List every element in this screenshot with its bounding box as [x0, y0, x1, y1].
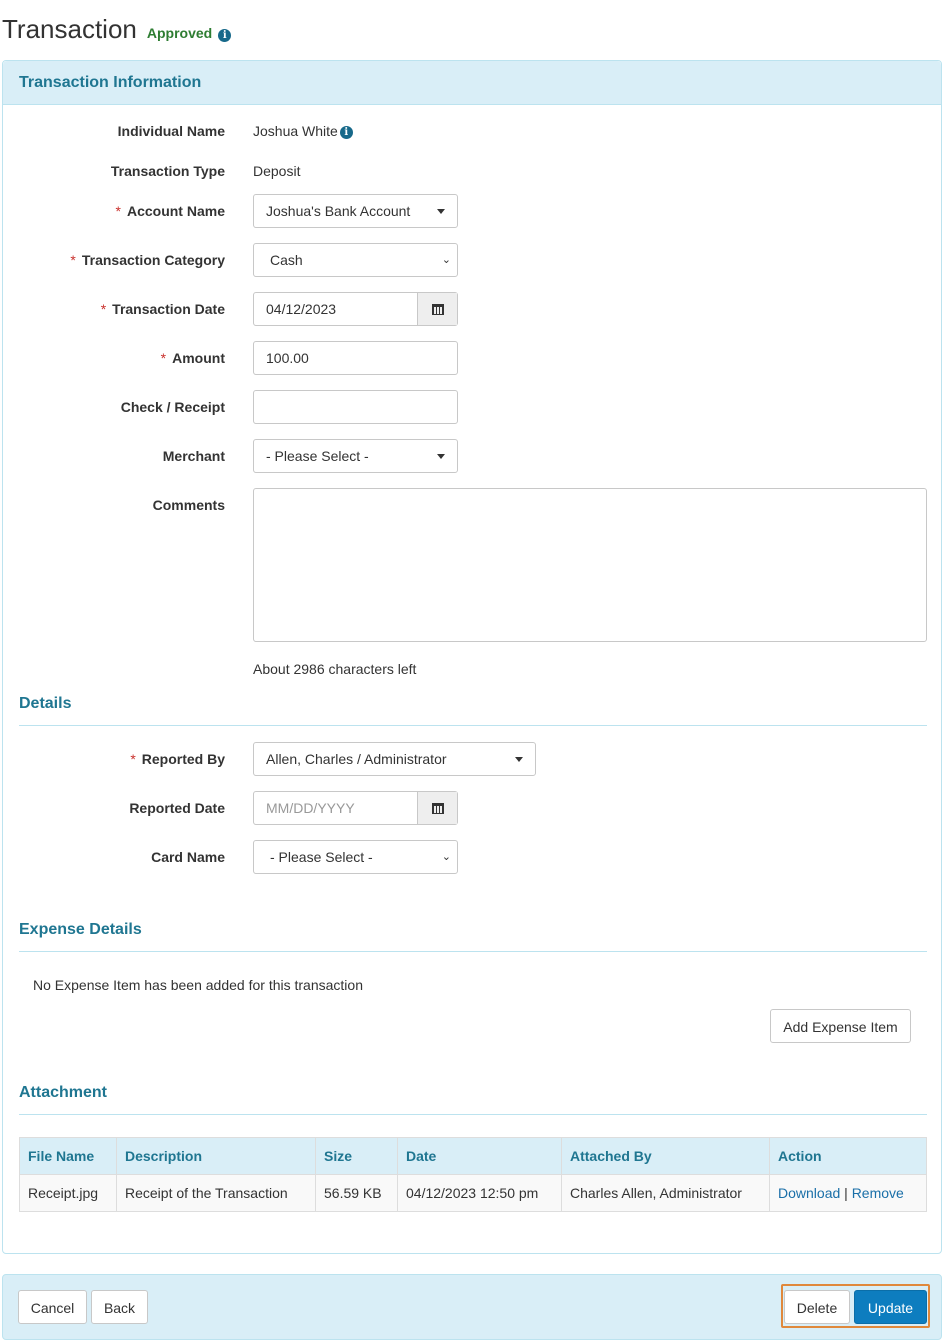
- chevron-down-icon: ⌄: [441, 254, 451, 266]
- transaction-date-label-text: Transaction Date: [112, 301, 225, 317]
- delete-button[interactable]: Delete: [784, 1290, 850, 1324]
- column-header: Action: [770, 1138, 927, 1175]
- reported-by-label-text: Reported By: [141, 751, 225, 767]
- transaction-type-label: Transaction Type: [110, 163, 225, 179]
- reported-date-input[interactable]: [253, 791, 458, 825]
- table-row: [20, 1175, 927, 1212]
- reported-date-label: Reported Date: [129, 800, 225, 816]
- account-name-value: Joshua's Bank Account: [266, 203, 411, 219]
- transaction-date-value: 04/12/2023: [266, 301, 337, 317]
- individual-name-label: Individual Name: [117, 123, 225, 139]
- cell-description: Receipt of the Transaction: [117, 1175, 316, 1212]
- individual-name-value: [253, 123, 353, 139]
- transaction-category-value: Cash: [270, 252, 303, 268]
- merchant-value: - Please Select -: [266, 448, 369, 464]
- amount-label-text: Amount: [172, 350, 225, 366]
- account-name-label: [116, 203, 225, 219]
- individual-name-text: Joshua White: [253, 123, 338, 139]
- merchant-dropdown[interactable]: [253, 439, 458, 473]
- page-title: Transaction: [2, 14, 137, 44]
- remove-link[interactable]: Remove: [851, 1185, 904, 1201]
- back-button[interactable]: Back: [91, 1290, 148, 1324]
- transaction-date-label: [101, 301, 225, 317]
- caret-down-icon: [437, 209, 445, 214]
- required-mark: *: [100, 301, 107, 317]
- expense-section-title: Expense Details: [19, 921, 927, 952]
- calendar-button[interactable]: [417, 293, 457, 325]
- table-header-row: [20, 1138, 927, 1175]
- caret-down-icon: [437, 454, 445, 459]
- cell-file-name: Receipt.jpg: [20, 1175, 117, 1212]
- chars-left-text: About 2986 characters left: [253, 661, 417, 677]
- comments-textarea[interactable]: [253, 488, 927, 642]
- reported-by-label: [130, 751, 225, 767]
- check-receipt-label: Check / Receipt: [120, 399, 225, 415]
- expense-empty-text: No Expense Item has been added for this transaction: [33, 977, 363, 993]
- transaction-category-label: [70, 252, 225, 268]
- account-name-label-text: Account Name: [126, 203, 225, 219]
- column-header[interactable]: Date: [398, 1138, 562, 1175]
- reported-by-value: Allen, Charles / Administrator: [266, 751, 447, 767]
- cell-size: 56.59 KB: [316, 1175, 398, 1212]
- action-separator: |: [844, 1185, 848, 1201]
- attachment-section-title: Attachment: [19, 1084, 927, 1115]
- calendar-icon: [432, 304, 444, 315]
- download-link[interactable]: Download: [778, 1185, 841, 1201]
- cancel-button[interactable]: Cancel: [18, 1290, 87, 1324]
- cell-attached-by: Charles Allen, Administrator: [562, 1175, 770, 1212]
- reported-date-placeholder: MM/DD/YYYY: [266, 800, 355, 816]
- update-button[interactable]: Update: [854, 1290, 927, 1324]
- status-badge: Approved: [146, 25, 213, 41]
- page-header: [2, 14, 231, 48]
- cell-date: 04/12/2023 12:50 pm: [398, 1175, 562, 1212]
- amount-value: 100.00: [266, 350, 309, 366]
- amount-input[interactable]: [253, 341, 458, 375]
- required-mark: *: [115, 203, 121, 219]
- column-header[interactable]: Size: [316, 1138, 398, 1175]
- comments-label: Comments: [152, 497, 225, 513]
- transaction-type-value: Deposit: [253, 163, 301, 179]
- amount-label: [161, 350, 225, 366]
- required-mark: *: [130, 751, 136, 767]
- card-name-label: Card Name: [151, 849, 225, 865]
- transaction-category-select[interactable]: [253, 243, 458, 277]
- attachment-table: [19, 1137, 927, 1212]
- panel-heading: Transaction Information: [3, 61, 941, 105]
- card-name-select[interactable]: [253, 840, 458, 874]
- account-name-dropdown[interactable]: [253, 194, 458, 228]
- info-icon[interactable]: i: [340, 126, 353, 139]
- info-icon[interactable]: i: [218, 29, 231, 42]
- check-receipt-input[interactable]: [253, 390, 458, 424]
- required-mark: *: [70, 252, 76, 268]
- transaction-panel: [2, 60, 942, 1254]
- merchant-label: Merchant: [162, 448, 225, 464]
- transaction-date-input[interactable]: [253, 292, 458, 326]
- focus-highlight: [781, 1284, 930, 1328]
- add-expense-item-button[interactable]: Add Expense Item: [770, 1009, 911, 1043]
- calendar-button[interactable]: [417, 792, 457, 824]
- details-section-title: Details: [19, 695, 927, 726]
- column-header[interactable]: Description: [117, 1138, 316, 1175]
- caret-down-icon: [515, 757, 523, 762]
- chevron-down-icon: ⌄: [441, 851, 451, 863]
- column-header[interactable]: File Name: [20, 1138, 117, 1175]
- required-mark: *: [160, 350, 167, 366]
- card-name-value: - Please Select -: [270, 849, 373, 865]
- transaction-category-label-text: Transaction Category: [81, 252, 225, 268]
- reported-by-dropdown[interactable]: [253, 742, 536, 776]
- cell-action: [770, 1175, 927, 1212]
- calendar-icon: [432, 803, 444, 814]
- column-header[interactable]: Attached By: [562, 1138, 770, 1175]
